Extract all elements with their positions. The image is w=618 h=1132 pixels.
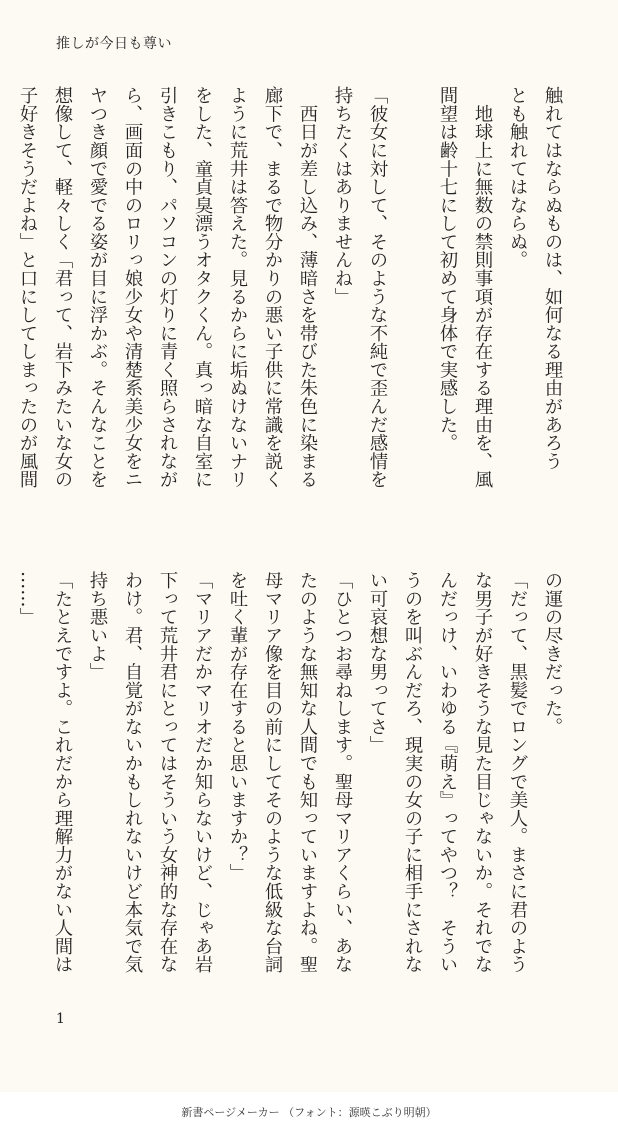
text-column: をした、童貞臭漂うオタクくん。真っ暗な自室に (192, 86, 213, 489)
text-column: うのを叫ぶんだろ、現実の女の子に相手にされな (402, 571, 423, 974)
text-column: 引きこもり、パソコンの灯りに青く照らされなが (157, 86, 178, 489)
footer-caption (0, 1092, 618, 1132)
running-title: 推しが今日も尊い (56, 36, 172, 52)
text-column: 触れてはならぬものは、如何なる理由があろう (542, 86, 563, 471)
text-column: 「ひとつお尋ねします。聖母マリアくらい、あな (332, 571, 353, 974)
upper-text-block (17, 86, 570, 526)
text-column: んだっけ、いわゆる『萌え』ってやつ？ そうい (437, 571, 458, 974)
text-column: 「彼女に対して、そのような不純で歪んだ感情を (367, 86, 388, 489)
text-column: たのような無知な人間でも知っていますよね。聖 (297, 571, 318, 974)
text-column: 「マリアだかマリオだか知らないけど、じゃあ岩 (192, 571, 213, 974)
text-column: 下って荒井君にとってはそういう女神的な存在な (157, 571, 178, 974)
text-column: 廊下で、まるで物分かりの悪い子供に常識を説く (262, 86, 283, 489)
lower-text-block (17, 571, 570, 1016)
footer-caption-text: 新書ページメーカー （フォント：源暎こぶり明朝） (181, 1106, 437, 1119)
text-column: 地球上に無数の禁則事項が存在する理由を、風 (472, 86, 493, 489)
text-column: 間望は齢十七にして初めて身体で実感した。 (437, 86, 458, 452)
text-column: を吐く輩が存在すると思いますか？」 (227, 571, 248, 882)
text-column: 「だって、黒髪でロングで美人。まさに君のよう (507, 571, 528, 974)
text-column: 子好きそうだよね」と口にしてしまったのが風間 (17, 86, 38, 489)
text-column: ヤつき顔で愛でる姿が目に浮かぶ。そんなことを (87, 86, 108, 489)
text-column: ように荒井は答えた。見るからに垢ぬけないナリ (227, 86, 248, 489)
blank-column (395, 86, 430, 526)
page-number: 1 (56, 1011, 65, 1027)
text-column: 持ちたくはありませんね」 (332, 86, 353, 306)
text-column: ……」 (17, 571, 38, 626)
text-column: わけ。君、自覚がないかもしれないけど本気で気 (122, 571, 143, 974)
text-column: い可哀想な男ってさ」 (367, 571, 388, 754)
text-column: 「たとえですよ。これだから理解力がない人間は (52, 571, 73, 974)
text-column: 母マリア像を目の前にしてそのような低級な台詞 (262, 571, 283, 974)
text-column: とも触れてはならぬ。 (507, 86, 528, 269)
text-column: ら、画面の中のロリっ娘少女や清楚系美少女をニ (122, 86, 143, 489)
text-column: の運の尽きだった。 (542, 571, 563, 736)
text-column: な男子が好きそうな見た目じゃないか。それでな (472, 571, 493, 974)
text-column: 持ち悪いよ」 (87, 571, 108, 681)
text-column: 想像して、軽々しく「君って、岩下みたいな女の (52, 86, 73, 489)
text-column: 西日が差し込み、薄暗さを帯びた朱色に染まる (297, 86, 318, 489)
